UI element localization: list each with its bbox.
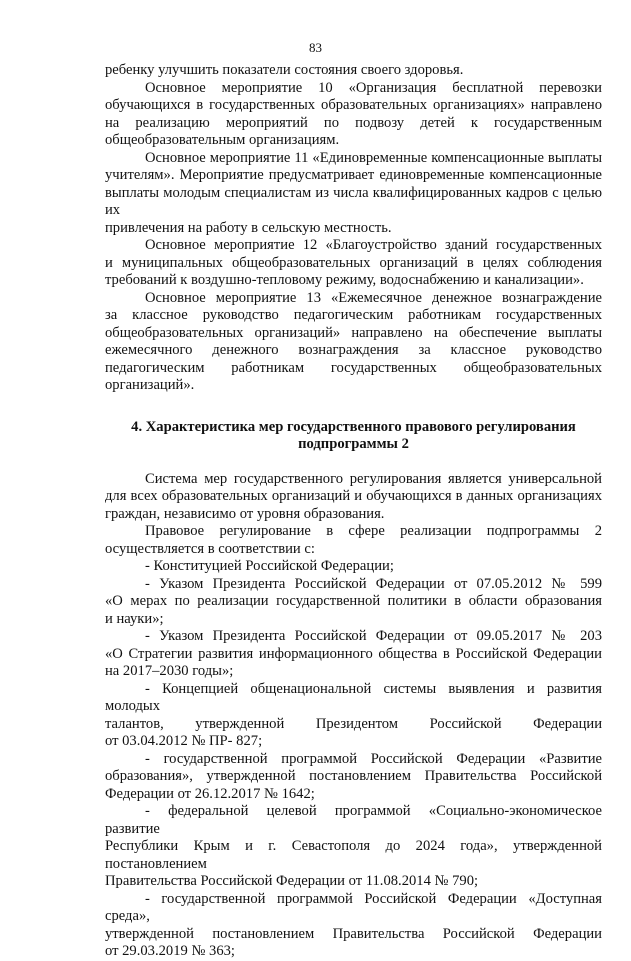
paragraph-line: талантов, утвержденной Президентом Российской Федерации [105,715,602,732]
paragraph [105,628,602,681]
paragraph-line: Республики Крым и г. Севастополя до 2024 года», утвержденной постановлением [105,838,602,872]
paragraph [105,237,602,290]
paragraph-line: Основное мероприятие 13 «Ежемесячное денежное вознаграждение [145,289,602,306]
paragraph-line: и науки»; [105,610,164,627]
paragraph-line: выплаты молодым специалистам из числа квалифицированных кадров с целью их [105,184,602,218]
paragraph [105,681,602,751]
paragraph-line: - Концепцией общенациональной системы выявления и развития молодых [105,680,602,714]
paragraph [105,150,602,238]
paragraph [105,523,602,558]
paragraph [105,891,602,961]
paragraph-line: - федеральной целевой программой «Социально-экономическое развитие [105,803,602,837]
paragraph [105,471,602,524]
paragraph-line: ежемесячного денежного вознаграждения за классное руководство [105,342,602,358]
paragraph-line: учителям». Мероприятие предусматривает единовременные компенсационные [105,167,602,183]
paragraph [105,576,602,629]
bottom-paragraphs [105,471,602,961]
paragraph-line: привлечения на работу в сельскую местность. [105,219,392,236]
page-number: 83 [309,40,322,55]
paragraph-line: за классное руководство педагогическим работникам государственных [105,307,602,323]
paragraph-line: педагогическим работникам государственных общеобразовательных [105,359,602,376]
paragraph-line: Основное мероприятие 10 «Организация бесплатной перевозки [145,79,602,96]
paragraph-line: организаций». [105,377,195,393]
paragraph-line: Система мер государственного регулирования является универсальной [145,470,602,487]
paragraph-line: - государственной программой Российской Федерации «Развитие [145,750,602,767]
paragraph-line: на реализацию мероприятий по подвозу детей к государственным [105,114,602,131]
paragraph-line: требований к воздушно-тепловому режиму, водоснабжению и канализации». [105,272,584,288]
paragraph-line: утвержденной постановлением Правительства Российской Федерации [105,925,602,942]
section-heading-line-1: 4. Характеристика мер государственного правового регулирования [131,418,576,435]
paragraph-line: образования», утвержденной постановлением Правительства Российской [105,768,602,784]
paragraph-line: обучающихся в государственных образовательных организациях» направлено [105,97,602,113]
paragraph-line: от 03.04.2012 № ПР- 827; [105,733,263,749]
paragraph-line: «О мерах по реализации государственной политики в области образования [105,593,602,609]
paragraph-line: Правовое регулирование в сфере реализации подпрограммы 2 [145,523,602,539]
paragraph [105,558,602,576]
paragraph [105,803,602,891]
paragraph-line: ребенку улучшить показатели состояния своего здоровья. [105,62,464,78]
paragraph-line: - Указом Президента Российской Федерации от 09.05.2017 № 203 [145,628,602,644]
section-heading [105,419,602,454]
paragraph-line: - государственной программой Российской Федерации «Доступная среда», [105,890,602,924]
paragraph-line: общеобразовательным организациям. [105,132,340,148]
paragraph-line: - Указом Президента Российской Федерации от 07.05.2012 № 599 [145,575,602,592]
paragraph [105,62,602,80]
paragraph-line: - Конституцией Российской Федерации; [145,558,394,574]
section-heading-line-2: подпрограммы 2 [298,436,409,452]
paragraph-line: на 2017–2030 годы»; [105,663,234,679]
paragraph [105,290,602,395]
paragraph [105,751,602,804]
paragraph-line: Правительства Российской Федерации от 11.08.2014 № 790; [105,873,479,889]
paragraph-line: Основное мероприятие 12 «Благоустройство зданий государственных [145,237,602,253]
paragraph-line: общеобразовательных организаций» направлено на обеспечение выплаты [105,324,602,341]
paragraph-line: осуществляется в соответствии с: [105,540,315,557]
paragraph-line: для всех образовательных организаций и обучающихся в данных организациях [105,488,602,504]
top-paragraphs [105,62,602,395]
paragraph-line: Федерации от 26.12.2017 № 1642; [105,785,315,802]
paragraph [105,80,602,150]
document-body [105,62,602,961]
paragraph-line: от 29.03.2019 № 363; [105,943,235,959]
paragraph-line: Основное мероприятие 11 «Единовременные компенсационные выплаты [145,149,602,166]
paragraph-line: и муниципальных общеобразовательных организаций в целях соблюдения [105,254,602,271]
paragraph-line: граждан, независимо от уровня образования. [105,505,385,522]
paragraph-line: «О Стратегии развития информационного общества в Российской Федерации [105,645,602,662]
